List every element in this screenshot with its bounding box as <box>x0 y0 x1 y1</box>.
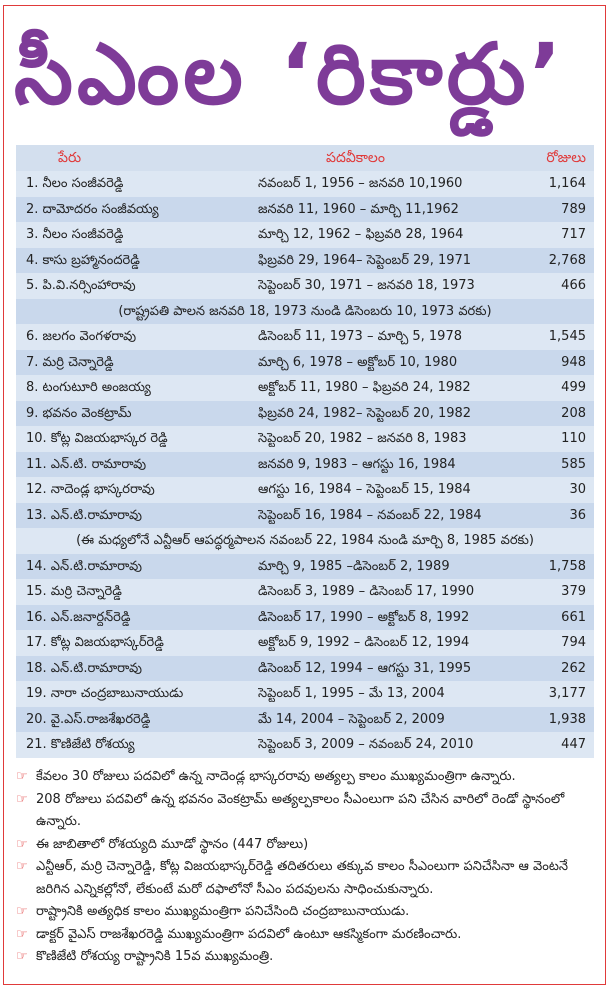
table-row <box>16 732 594 758</box>
cell-days: 661 <box>561 609 586 625</box>
table-row <box>16 324 594 350</box>
note-text: (ఈ మధ్యలోనే ఎన్టీఆర్ ఆపద్ధర్మపాలన నవంబర్ 22, 1984 నుండి మార్చి 8, 1985 వరకు) <box>76 533 534 548</box>
cell-period: జనవరి 9, 1983 – ఆగస్టు 16, 1984 <box>258 456 456 472</box>
cell-period: ఆగస్టు 16, 1984 – సెప్టెంబర్ 15, 1984 <box>258 482 471 497</box>
table-header <box>16 145 594 171</box>
note-text: ఎన్టీఆర్, మర్రి చెన్నారెడ్డి, కోట్ల విజయభాస్కర్‌రెడ్డి తదితరులు తక్కువ కాలం సీఎంలుగా పనిచేసినా ఆ వెంటనే జరిగిన ఎన్నికల్లోనో, లేకుంటే మరో దఫాలోనో సీఎం పదవులను సాధించుకున్నారు. <box>36 859 569 897</box>
cell-period: డిసెంబర్ 17, 1990 – అక్టోబర్ 8, 1992 <box>258 609 470 625</box>
cell-name: 16. ఎన్.జనార్దన్‌రెడ్డి <box>26 609 131 625</box>
note-text: కేవలం 30 రోజులు పదవిలో ఉన్న నాదెండ్ల భాస్కరరావు అత్యల్ప కాలం ముఖ్యమంత్రిగా ఉన్నారు. <box>36 769 516 784</box>
header-days: రోజులు <box>546 150 586 166</box>
note-text: డాక్టర్ వైఎస్ రాజశేఖరరెడ్డి ముఖ్యమంత్రిగా పదవిలో ఉంటూ ఆకస్మికంగా మరణించారు. <box>36 926 462 942</box>
pointing-hand-icon: ☞ <box>16 791 28 807</box>
cell-name: 8. టంగుటూరి అంజయ్య <box>26 380 151 395</box>
cell-period: మార్చి 12, 1962 – ఫిబ్రవరి 28, 1964 <box>258 227 464 242</box>
table-note-row <box>16 528 594 554</box>
table-row <box>16 503 594 529</box>
note-item <box>16 766 596 789</box>
note-item <box>16 924 596 947</box>
table-row <box>16 248 594 274</box>
cell-name: 4. కాసు బ్రహ్మానందరెడ్డి <box>26 252 140 268</box>
cell-days: 717 <box>561 227 586 242</box>
cell-name: 2. దామోదరం సంజీవయ్య <box>26 201 159 217</box>
cell-name: 17. కోట్ల విజయభాస్కర్‌రెడ్డి <box>26 635 164 650</box>
cell-name: 1. నీలం సంజీవరెడ్డి <box>26 176 124 191</box>
cell-period: సెప్టెంబర్ 20, 1982 – జనవరి 8, 1983 <box>258 431 467 446</box>
cell-days: 3,177 <box>548 686 586 701</box>
cell-days: 466 <box>561 278 586 293</box>
cell-name: 18. ఎన్.టి.రామారావు <box>26 660 142 676</box>
cell-days: 379 <box>561 584 586 599</box>
cell-days: 789 <box>561 201 586 217</box>
cell-days: 794 <box>561 635 586 650</box>
cell-days: 499 <box>561 380 586 395</box>
cell-name: 3. నీలం సంజీవరెడ్డి <box>26 227 124 242</box>
cell-period: సెప్టెంబర్ 3, 2009 – నవంబర్ 24, 2010 <box>258 737 474 752</box>
table-row <box>16 579 594 605</box>
note-text: (రాష్ట్రపతి పాలన జనవరి 18, 1973 నుండి డిసెంబరు 10, 1973 వరకు) <box>118 303 492 319</box>
pointing-hand-icon: ☞ <box>16 859 28 874</box>
cell-period: ఫిబ్రవరి 24, 1982– సెప్టెంబర్ 20, 1982 <box>258 405 472 421</box>
cell-days: 110 <box>561 431 586 446</box>
cell-days: 447 <box>561 737 586 752</box>
note-item <box>16 946 596 969</box>
table-row <box>16 197 594 223</box>
header-period: పదవీకాలం <box>326 150 385 166</box>
table-row <box>16 273 594 299</box>
cell-period: సెప్టెంబర్ 1, 1995 – మే 13, 2004 <box>258 686 445 701</box>
pointing-hand-icon: ☞ <box>16 836 28 852</box>
table-row <box>16 656 594 682</box>
cell-days: 585 <box>561 456 586 472</box>
table-row <box>16 171 594 197</box>
pointing-hand-icon: ☞ <box>16 949 28 964</box>
cell-period: డిసెంబర్ 3, 1989 – డిసెంబర్ 17, 1990 <box>258 584 475 599</box>
cell-period: సెప్టెంబర్ 16, 1984 – నవంబర్ 22, 1984 <box>258 507 482 523</box>
cell-name: 21. కొణిజేటి రోశయ్య <box>26 737 135 752</box>
cell-name: 5. పి.వి.నర్సింహారావు <box>26 278 136 293</box>
header-name: పేరు <box>58 150 82 166</box>
cell-days: 1,164 <box>548 176 586 191</box>
cell-name: 12. నాదెండ్ల భాస్కరరావు <box>26 482 155 497</box>
cell-period: జనవరి 11, 1960 – మార్చి 11,1962 <box>258 201 459 217</box>
cell-days: 262 <box>561 660 586 676</box>
cell-period: మే 14, 2004 – సెప్టెంబర్ 2, 2009 <box>258 711 445 727</box>
pointing-hand-icon: ☞ <box>16 904 28 919</box>
cell-days: 36 <box>569 507 586 523</box>
cell-name: 7. మర్రి చెన్నారెడ్డి <box>26 354 114 370</box>
cell-period: ఫిబ్రవరి 29, 1964– సెప్టెంబర్ 29, 1971 <box>258 252 472 268</box>
table-row <box>16 452 594 478</box>
cell-days: 1,545 <box>548 329 586 344</box>
note-text: 208 రోజులు పదవిలో ఉన్న భవనం వెంకట్రామ్ అత్యల్పకాలం సీఎంలుగా పని చేసిన వారిలో రెండో స్థానంలో ఉన్నారు. <box>36 791 565 829</box>
cell-name: 10. కోట్ల విజయభాస్కర రెడ్డి <box>26 431 168 446</box>
cell-days: 2,768 <box>548 252 586 268</box>
cell-period: మార్చి 6, 1978 – అక్టోబర్ 10, 1980 <box>258 354 458 370</box>
cell-name: 15. మర్రి చెన్నారెడ్డి <box>26 584 122 599</box>
cell-period: అక్టోబర్ 9, 1992 – డిసెంబర్ 12, 1994 <box>258 635 470 650</box>
note-item <box>16 789 596 834</box>
table-row <box>16 401 594 427</box>
note-item <box>16 901 596 924</box>
pointing-hand-icon: ☞ <box>16 926 28 942</box>
cell-period: డిసెంబర్ 11, 1973 – మార్చి 5, 1978 <box>258 329 462 344</box>
table-row <box>16 350 594 376</box>
cell-name: 9. భవనం వెంకట్రామ్ <box>26 405 132 421</box>
table-row <box>16 222 594 248</box>
cell-period: మార్చి 9, 1985 –డిసెంబర్ 2, 1989 <box>258 558 450 574</box>
table-row <box>16 477 594 503</box>
note-item <box>16 856 596 901</box>
table-row <box>16 554 594 580</box>
cell-name: 20. వై.ఎస్.రాజశేఖరరెడ్డి <box>26 711 151 727</box>
cell-days: 1,938 <box>548 711 586 727</box>
cell-period: డిసెంబర్ 12, 1994 – ఆగస్టు 31, 1995 <box>258 660 472 676</box>
cell-name: 13. ఎన్.టి.రామారావు <box>26 507 142 523</box>
table-row <box>16 630 594 656</box>
table-note-row <box>16 299 594 325</box>
table-row <box>16 426 594 452</box>
page-title: సీఎంల ‘రికార్డు’ <box>14 25 566 123</box>
cell-name: 6. జలగం వెంగళరావు <box>26 329 137 344</box>
note-item <box>16 834 596 857</box>
cell-period: సెప్టెంబర్ 30, 1971 – జనవరి 18, 1973 <box>258 278 475 293</box>
table-row <box>16 375 594 401</box>
cm-records-table <box>16 145 594 758</box>
notes-list <box>16 766 596 969</box>
note-text: ఈ జాబితాలో రోశయ్యది మూడో స్థానం (447 రోజులు) <box>36 836 309 852</box>
cell-name: 19. నారా చంద్రబాబునాయుడు <box>26 686 184 701</box>
table-row <box>16 707 594 733</box>
table-row <box>16 681 594 707</box>
note-text: రాష్ట్రానికి అత్యధిక కాలం ముఖ్యమంత్రిగా పనిచేసింది చంద్రబాబునాయుడు. <box>36 904 410 919</box>
note-text: కొణిజేటి రోశయ్య రాష్ట్రానికి 15వ ముఖ్యమంత్రి. <box>36 949 274 964</box>
pointing-hand-icon: ☞ <box>16 769 28 784</box>
cell-days: 948 <box>561 354 586 370</box>
table-row <box>16 605 594 631</box>
cell-days: 30 <box>569 482 586 497</box>
cell-period: అక్టోబర్ 11, 1980 – ఫిబ్రవరి 24, 1982 <box>258 380 471 395</box>
cell-name: 14. ఎన్.టి.రామారావు <box>26 558 142 574</box>
cell-name: 11. ఎన్.టి. రామారావు <box>26 456 147 472</box>
cell-period: నవంబర్ 1, 1956 – జనవరి 10,1960 <box>258 176 463 191</box>
cell-days: 1,758 <box>548 558 586 574</box>
table-body <box>16 171 594 758</box>
cell-days: 208 <box>561 405 586 421</box>
